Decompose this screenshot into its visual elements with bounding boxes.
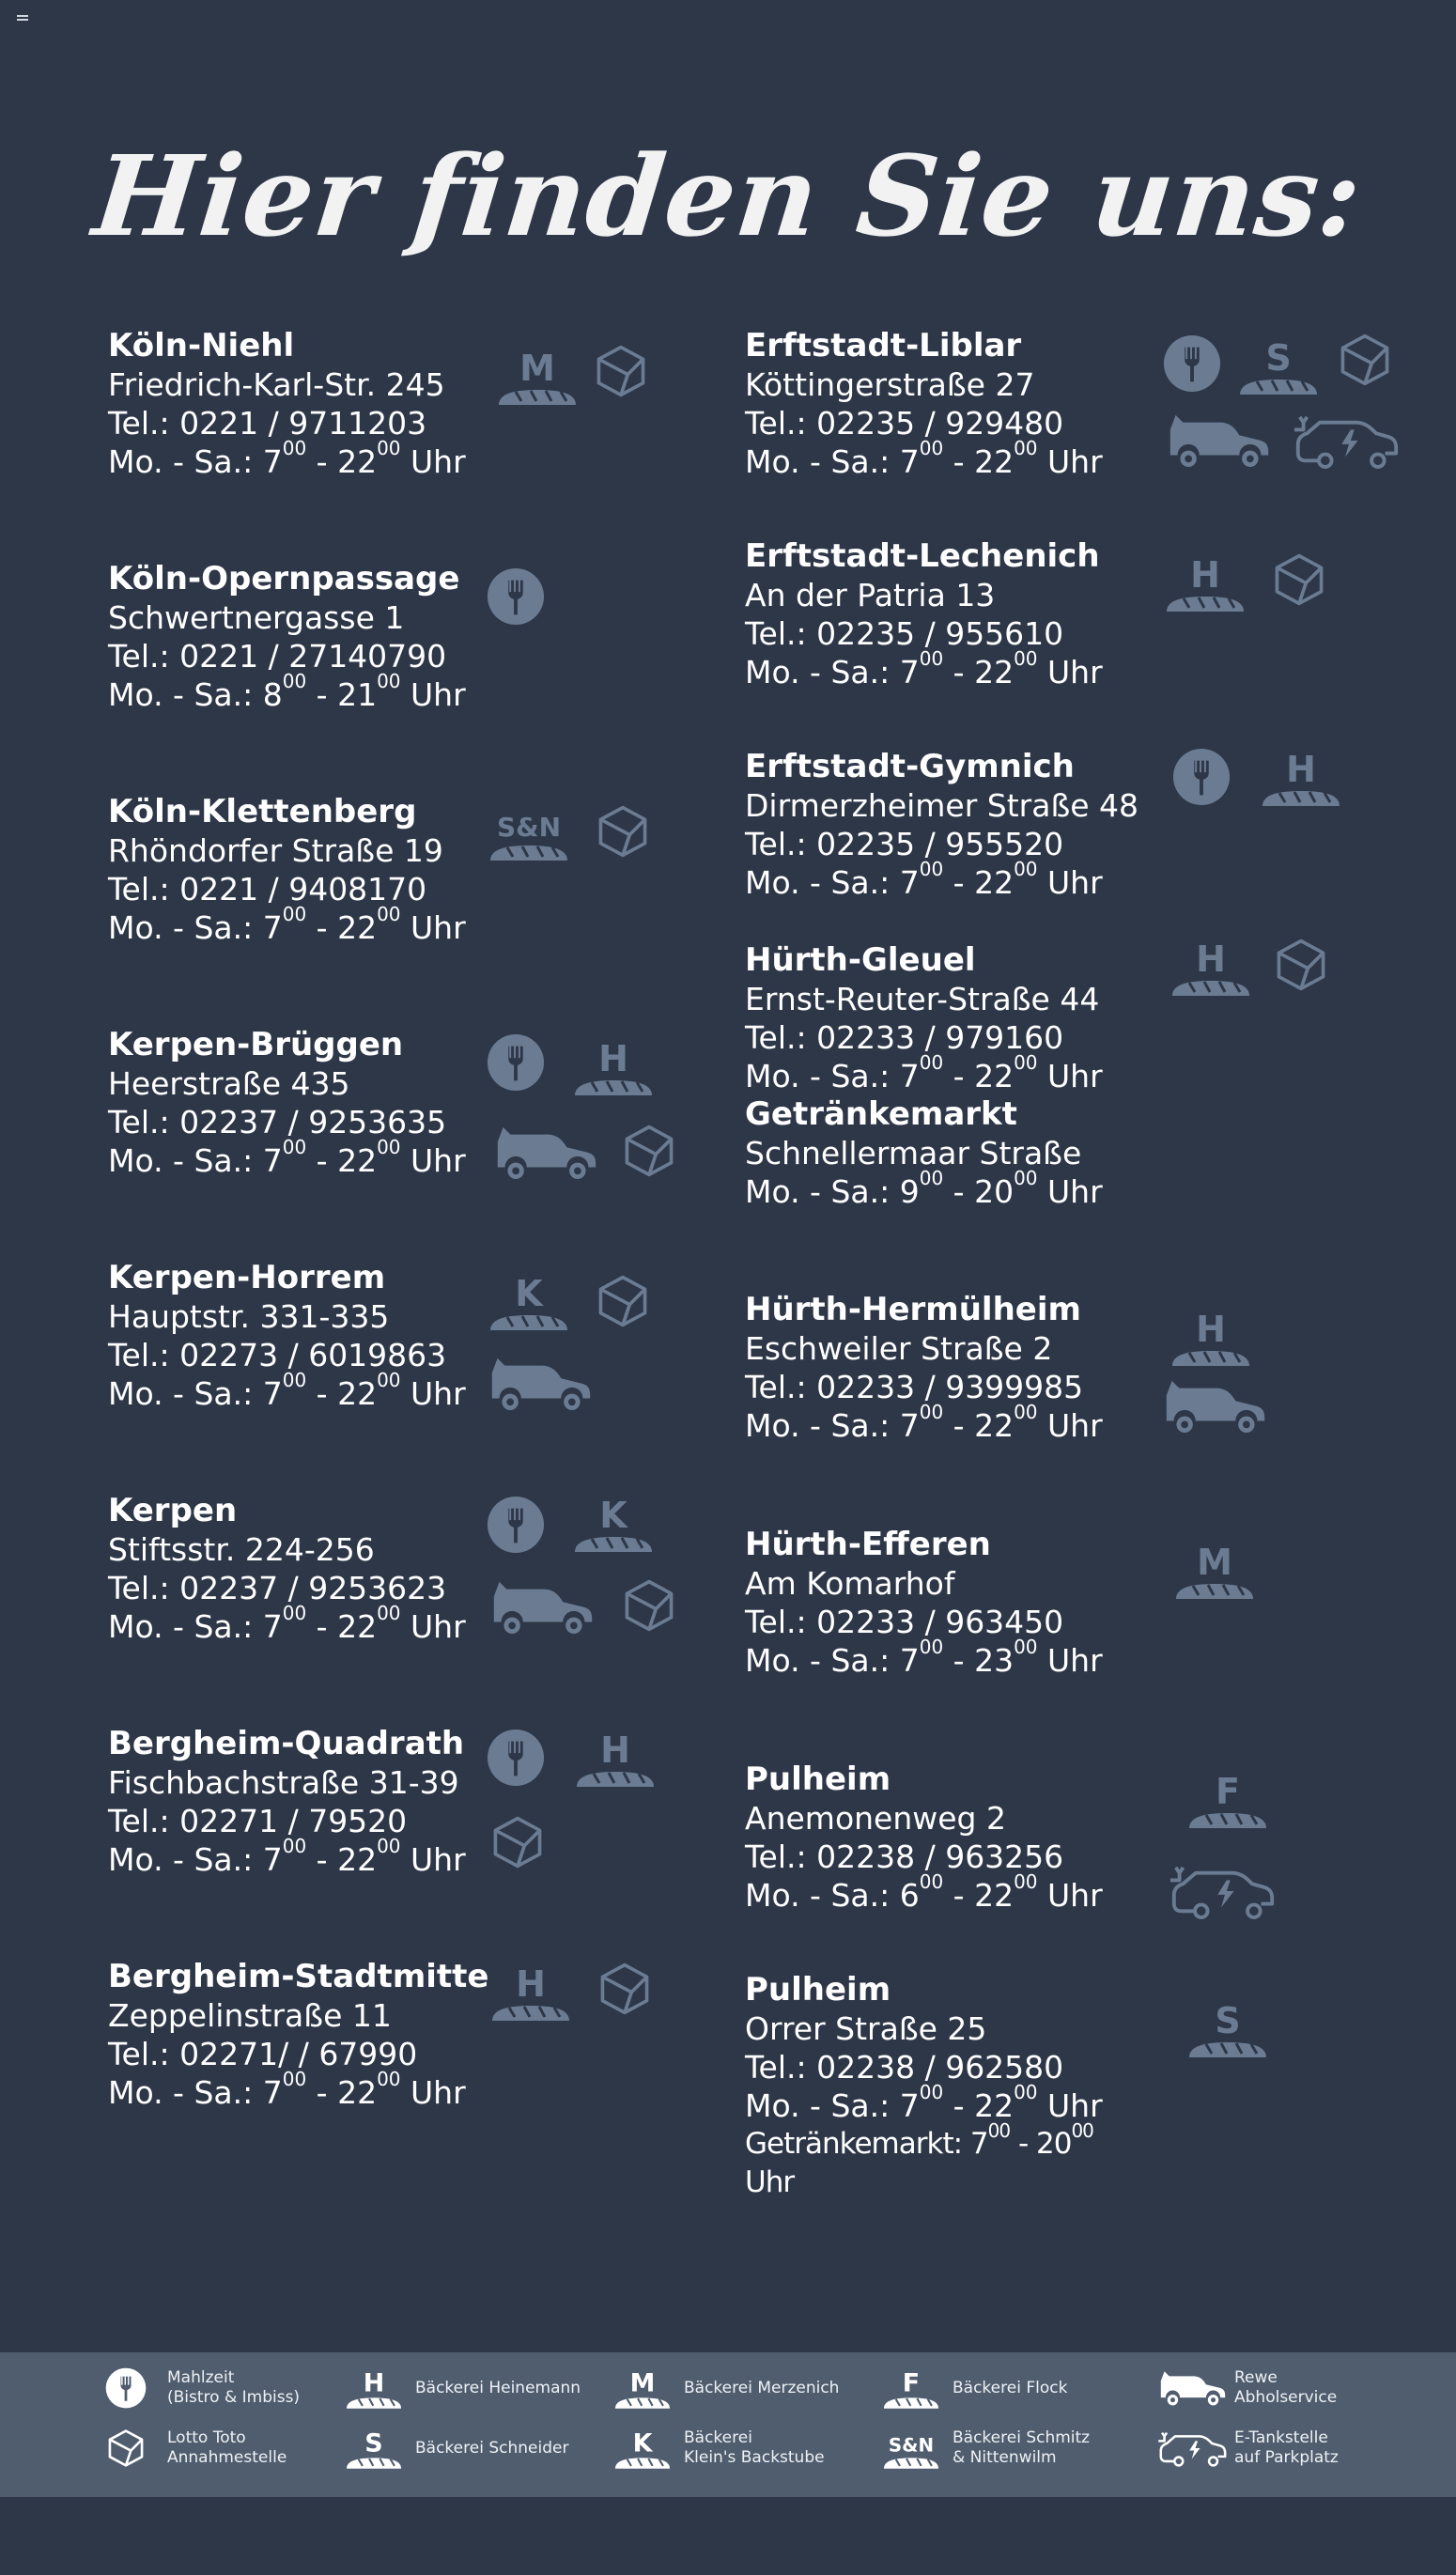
store-phone[interactable]: Tel.: 02235 / 955520 [745,826,1064,862]
svg-text:M: M [629,2367,656,2397]
store-street: Am Komarhof [745,1565,955,1602]
svg-text:H: H [516,1963,546,2005]
svg-text:F: F [1216,1771,1240,1812]
store-name: Hürth-Hermülheim [745,1291,1081,1328]
store-street: Friedrich-Karl-Str. 245 [108,366,445,403]
store-phone[interactable]: Tel.: 02233 / 9399985 [745,1369,1084,1405]
store-koeln-opernpassage [108,560,503,714]
fork-icon [1172,748,1231,810]
e-charging-car-icon [1169,1862,1278,1924]
lotto-ticket-icon [490,1815,545,1873]
legend-flock: F Bäckerei Flock [875,2366,1067,2411]
bakery-h-icon [1169,934,1253,1005]
bakery-k-icon [487,1268,571,1340]
svg-text:H: H [598,1038,628,1079]
bakery-h-icon [488,1959,573,2030]
store-street: Zeppelinstraße 11 [108,1997,392,2034]
store-street: Eschweiler Straße 2 [745,1330,1053,1367]
bakery-h-icon [1163,550,1247,621]
legend-etank: E-Tankstelle auf Parkplatz [1157,2426,1339,2471]
lotto-ticket-icon [596,1274,650,1332]
store-street: Schwertnergasse 1 [108,599,405,636]
store-hours: Mo. - Sa.: $7^{00} - 22^{00}$ Uhr [745,1401,1103,1444]
store-name: Kerpen-Horrem [108,1259,386,1296]
store-phone[interactable]: Tel.: 02271/ / 67990 [108,2036,418,2072]
legend-bar [0,2352,1456,2497]
store-hours: Mo. - Sa.: $8^{00} - 21^{00}$ Uhr [108,670,466,713]
store-pulheim-orrer [745,1971,1139,2202]
bakery-h-icon [573,1725,658,1796]
svg-text:F: F [902,2367,921,2397]
car-icon [1157,2367,1229,2409]
bakery-m-icon [495,343,580,414]
store-hours: Mo. - Sa.: $7^{00} - 22^{00}$ Uhr [108,1835,466,1878]
store-extra-name: Getränkemarkt [745,1095,1017,1133]
svg-text:S&N: S&N [496,812,562,843]
bakery-m-icon [1172,1537,1257,1608]
svg-text:M: M [1197,1542,1232,1583]
fork-icon [487,1729,545,1791]
store-erftstadt-lechenich [745,537,1139,691]
lotto-ticket-icon [1272,552,1326,611]
store-hours: Mo. - Sa.: $7^{00} - 22^{00}$ Uhr [745,858,1103,901]
fork-icon [487,1033,545,1095]
svg-text:K: K [515,1273,543,1314]
legend-schneider: S Bäckerei Schneider [338,2426,568,2471]
store-street: Hauptstr. 331-335 [108,1298,390,1335]
store-street: Köttingerstraße 27 [745,366,1035,403]
store-extra-hours: Mo. - Sa.: $9^{00} - 20^{00}$ Uhr [745,1167,1103,1210]
store-phone[interactable]: Tel.: 02273 / 6019863 [108,1337,447,1373]
bakery-h-icon [1169,1304,1253,1375]
bakery-k-icon [571,1490,656,1561]
bakery-s-icon [338,2426,410,2471]
store-hours: Mo. - Sa.: $7^{00} - 23^{00}$ Uhr [745,1636,1103,1679]
svg-text:S&N: S&N [888,2433,935,2456]
lotto-ticket-icon [1274,938,1328,996]
store-erftstadt-liblar [745,327,1139,481]
lotto-ticket-icon [594,344,648,402]
bakery-m-icon [607,2366,678,2411]
bakery-h-icon [571,1033,656,1105]
bakery-sn-icon [487,799,571,870]
store-street: Ernst-Reuter-Straße 44 [745,981,1100,1017]
store-name: Köln-Klettenberg [108,793,417,830]
store-phone[interactable]: Tel.: 02238 / 962580 [745,2049,1064,2086]
lotto-ticket-icon [597,1962,652,2020]
store-pulheim-anemonenweg [745,1761,1139,1915]
store-name: Hürth-Efferen [745,1526,991,1563]
page-title: Hier finden Sie uns: [87,131,1369,261]
legend-schmitz: S&N Bäckerei Schmitz & Nittenwilm [875,2426,1090,2471]
e-charging-car-icon [1157,2428,1229,2469]
store-street: Fischbachstraße 31-39 [108,1764,459,1801]
lotto-ticket-icon [1338,333,1392,391]
fork-icon [487,567,545,629]
store-hours: Mo. - Sa.: $6^{00} - 22^{00}$ Uhr [745,1870,1103,1914]
svg-text:H: H [1196,1309,1226,1350]
bakery-s-icon [1185,1995,1270,2067]
car-icon [487,1355,596,1417]
store-name: Kerpen [108,1492,238,1529]
store-name: Erftstadt-Gymnich [745,748,1075,785]
store-name: Kerpen-Brüggen [108,1026,404,1063]
store-extra-street: Schnellermaar Straße [745,1135,1082,1171]
car-icon [492,1124,601,1186]
menu-icon[interactable] [17,15,28,24]
svg-text:M: M [519,348,555,389]
bakery-h-icon [1259,744,1343,815]
store-hours: Mo. - Sa.: $7^{00} - 22^{00}$ Uhr [108,1369,466,1412]
store-erftstadt-gymnich [745,748,1139,902]
store-hours: Mo. - Sa.: $7^{00} - 22^{00}$ Uhr [108,437,466,480]
store-kerpen-brueggen [108,1026,503,1180]
legend-klein: K Bäckerei Klein's Backstube [607,2426,825,2471]
car-icon [1165,411,1274,473]
store-street: Orrer Straße 25 [745,2010,987,2047]
store-phone[interactable]: Tel.: 02271 / 79520 [108,1803,408,1839]
bakery-f-icon [1185,1766,1270,1838]
svg-text:S: S [364,2428,383,2458]
svg-text:H: H [1286,749,1316,790]
store-koeln-niehl [108,327,503,481]
store-phone[interactable]: Tel.: 02235 / 955610 [745,615,1064,652]
store-koeln-klettenberg [108,793,503,947]
store-hours: Mo. - Sa.: $7^{00} - 22^{00}$ Uhr [108,2068,466,2111]
store-phone[interactable]: Tel.: 0221 / 27140790 [108,638,447,675]
legend-heinemann: H Bäckerei Heinemann [338,2366,581,2411]
store-hours: Mo. - Sa.: $7^{00} - 22^{00}$ Uhr [745,2081,1103,2124]
legend-merzenich: M Bäckerei Merzenich [607,2366,839,2411]
store-hours: Mo. - Sa.: $7^{00} - 22^{00}$ Uhr [108,1136,466,1179]
store-phone[interactable]: Tel.: 02235 / 929480 [745,405,1064,442]
svg-text:S: S [1265,337,1292,379]
store-name: Bergheim-Stadtmitte [108,1958,489,1995]
store-kerpen [108,1492,503,1646]
store-hours: Mo. - Sa.: $7^{00} - 22^{00}$ Uhr [745,647,1103,690]
store-street: Dirmerzheimer Straße 48 [745,787,1139,824]
svg-text:H: H [600,1730,630,1771]
bakery-sn-icon [875,2426,947,2471]
e-charging-car-icon [1293,411,1402,473]
svg-text:H: H [363,2367,385,2397]
svg-text:K: K [599,1495,627,1536]
store-huerth-efferen [745,1526,1139,1680]
store-hours: Mo. - Sa.: $7^{00} - 22^{00}$ Uhr [745,437,1103,480]
legend-mahlzeit: Mahlzeit (Bistro & Imbiss) [90,2366,300,2411]
store-phone[interactable]: Tel.: 02237 / 9253623 [108,1570,447,1606]
store-hours: Mo. - Sa.: $7^{00} - 22^{00}$ Uhr [745,1051,1103,1094]
legend-rewe: Rewe Abholservice [1157,2366,1337,2411]
store-kerpen-horrem [108,1259,503,1413]
store-name: Erftstadt-Lechenich [745,537,1100,575]
bakery-f-icon [875,2366,947,2411]
store-huerth-gleuel [745,941,1139,1211]
fork-icon [105,2367,147,2409]
car-icon [1161,1377,1270,1439]
store-name: Erftstadt-Liblar [745,327,1022,365]
bakery-k-icon [607,2426,678,2471]
bakery-s-icon [1236,333,1321,404]
lotto-ticket-icon [596,804,650,862]
store-name: Pulheim [745,1761,891,1798]
fork-icon [1163,334,1221,396]
store-phone[interactable]: Tel.: 02238 / 963256 [745,1838,1064,1875]
store-street: An der Patria 13 [745,577,996,613]
lotto-ticket-icon [622,1124,676,1182]
store-extra-hours: Getränkemarkt: $7^{00} - 20^{00}$ Uhr [745,2119,1093,2199]
store-phone[interactable]: Tel.: 02233 / 963450 [745,1604,1064,1640]
store-phone[interactable]: Tel.: 0221 / 9711203 [108,405,427,442]
bakery-h-icon [338,2366,410,2411]
store-street: Heerstraße 435 [108,1065,350,1102]
store-street: Anemonenweg 2 [745,1800,1006,1837]
store-hours: Mo. - Sa.: $7^{00} - 22^{00}$ Uhr [108,1602,466,1645]
store-name: Köln-Niehl [108,327,295,365]
svg-text:H: H [1196,938,1226,980]
store-phone[interactable]: Tel.: 02237 / 9253635 [108,1104,447,1140]
svg-text:H: H [1190,554,1220,596]
lotto-ticket-icon [106,2428,146,2468]
store-phone[interactable]: Tel.: 02233 / 979160 [745,1019,1064,1056]
car-icon [488,1578,597,1640]
store-street: Rhöndorfer Straße 19 [108,832,443,869]
store-hours: Mo. - Sa.: $7^{00} - 22^{00}$ Uhr [108,903,466,946]
svg-text:K: K [632,2428,653,2458]
lotto-ticket-icon [622,1578,676,1637]
legend-lotto: Lotto Toto Annahmestelle [90,2426,287,2471]
fork-icon [487,1496,545,1558]
store-name: Bergheim-Quadrath [108,1725,465,1762]
store-huerth-hermuelheim [745,1291,1139,1445]
store-street: Stiftsstr. 224-256 [108,1531,375,1568]
svg-text:S: S [1215,2000,1241,2041]
store-phone[interactable]: Tel.: 0221 / 9408170 [108,871,427,907]
store-name: Pulheim [745,1971,891,2009]
store-name: Hürth-Gleuel [745,941,976,979]
store-name: Köln-Opernpassage [108,560,460,597]
store-bergheim-stadtmitte [108,1958,503,2112]
store-bergheim-quadrath [108,1725,503,1879]
